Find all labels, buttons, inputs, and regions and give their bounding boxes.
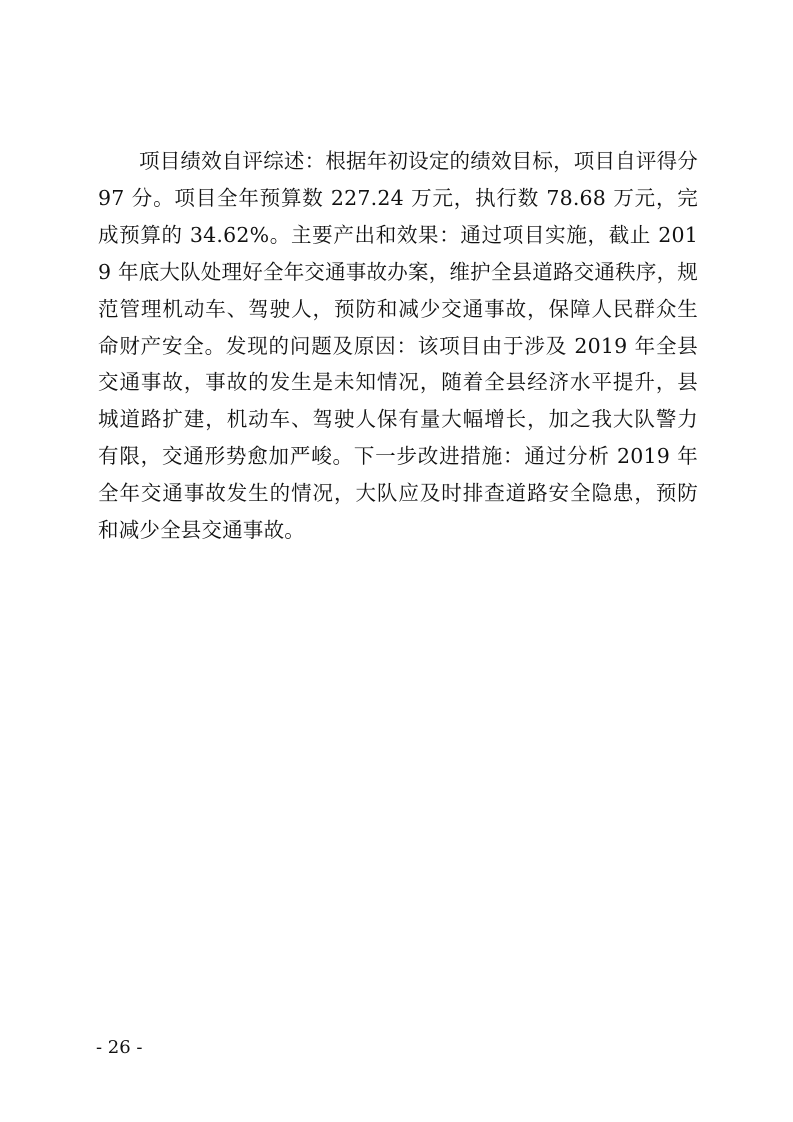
page-number: - 26 - bbox=[96, 1037, 143, 1058]
body-paragraph: 项目绩效自评综述：根据年初设定的绩效目标，项目自评得分 97 分。项目全年预算数 227.24 万元，执行数 78.68 万元，完成预算的 34.62%。主要产出和效果：通过项目实施，截止 2019 年底大队处理好全年交通事故办案，维护全县道路交通秩序，规范管理机动车、驾驶人，预防和减少交通事故，保障人民群众生命财产安全。发现的问题及原因：该项目由于涉及 2019 年全县交通事故，事故的发生是未知情况，随着全县经济水平提升，县城道路扩建，机动车、驾驶人保有量大幅增长，加之我大队警力有限，交通形势愈加严峻。下一步改进措施：通过分析 2019 年全年交通事故发生的情况，大队应及时排查道路安全隐患，预防和减少全县交通事故。 bbox=[98, 149, 698, 543]
